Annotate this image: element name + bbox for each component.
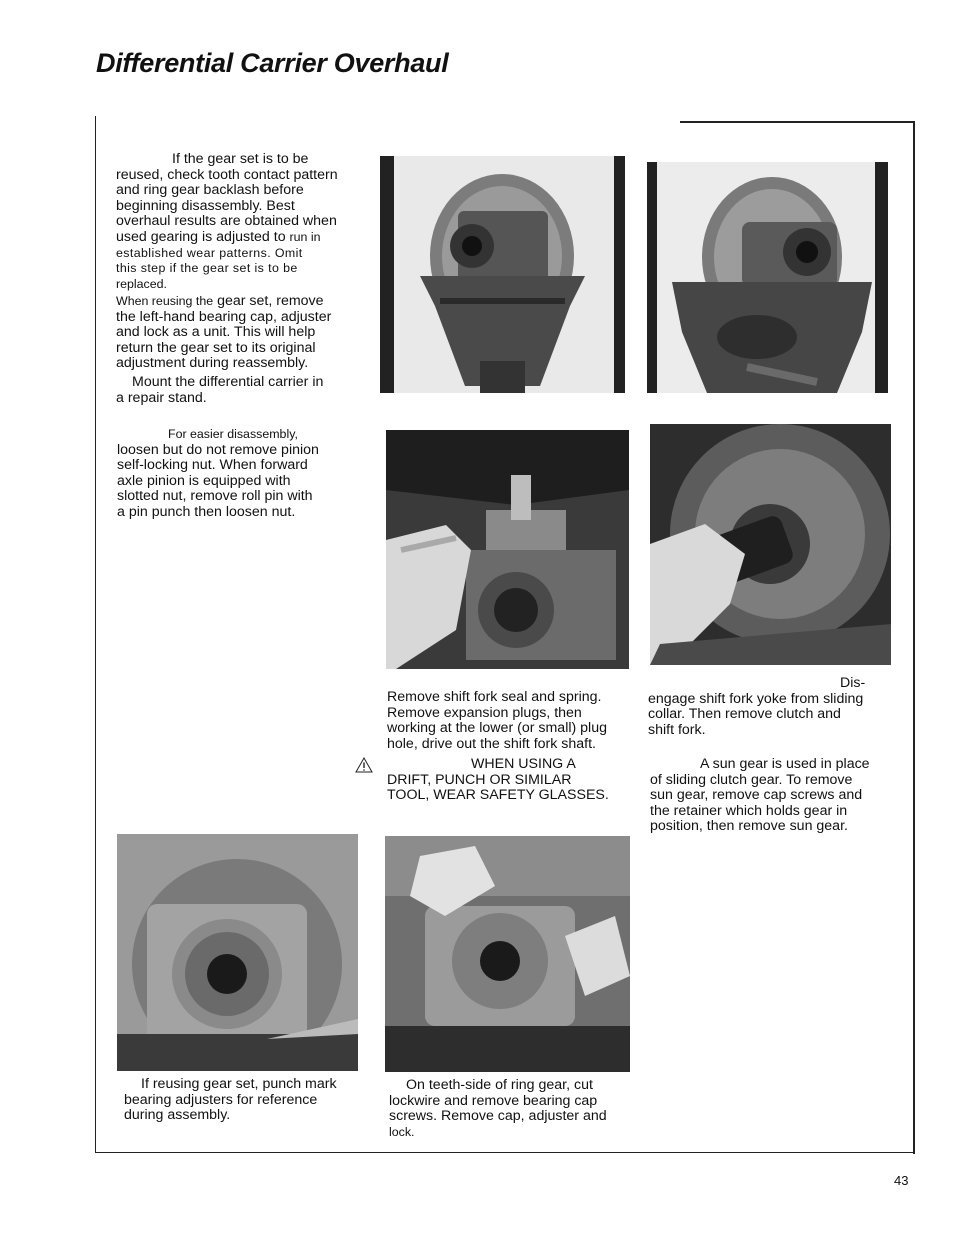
text-line: TOOL, WEAR SAFETY GLASSES. [387,787,609,804]
text-line: during assembly. [124,1107,231,1124]
photo-bearing-cap-removal [385,836,630,1072]
text-line: Mount the differential carrier in [132,374,324,390]
text-line: a repair stand. [116,389,207,406]
text-fragment: gear set, remove [217,293,324,309]
text-line: DRIFT, PUNCH OR SIMILAR [387,771,572,788]
text-line: engage shift fork yoke from sliding [648,690,864,707]
mount-text [116,375,371,406]
text-line: hole, drive out the shift fork shaft. [387,735,596,752]
text-line: slotted nut, remove roll pin with [117,488,313,505]
photo-shift-fork-removal [386,430,629,669]
page-number: 43 [894,1173,909,1188]
text-line: adjustment during reassembly. [116,355,309,372]
text-line: Remove expansion plugs, then [387,704,582,721]
text-line: screws. Remove cap, adjuster and [389,1108,607,1125]
text-line: lockwire and remove bearing cap [389,1092,598,1109]
text-line: and lock as a unit. This will help [116,324,316,341]
photo-clutch-removal [650,424,891,665]
text-line: Dis- [840,675,866,691]
text-line: a pin punch then loosen nut. [117,503,296,520]
disengage-text [648,676,898,738]
sun-gear-text [650,757,900,835]
text-line: lock. [389,1124,415,1139]
photo-bearing-cap-removal-graphic [385,836,630,1072]
text-line: A sun gear is used in place [700,756,870,772]
text-fragment: run in [289,229,321,244]
warning-text [387,757,637,804]
text-line: If reusing gear set, punch mark [141,1076,337,1092]
text-line: For easier disassembly, [168,427,298,441]
text-line: reused, check tooth contact pattern [116,166,338,183]
photo-carrier-ring-gear-rear-graphic [647,162,888,393]
text-line: this step if the gear set is to be [116,261,298,276]
text-line: overhaul results are obtained when [116,213,337,230]
text-line: bearing adjusters for reference [124,1091,318,1108]
frame-left-rule [95,116,96,1152]
text-line: the retainer which holds gear in [650,802,848,819]
text-line: Remove shift fork seal and spring. [387,689,602,705]
text-line: If the gear set is to be [172,151,309,167]
text-line: working at the lower (or small) plug [387,720,607,737]
text-line: self-locking nut. When forward [117,457,308,474]
frame-top-rule [680,121,914,123]
text-line: and ring gear backlash before [116,182,304,199]
photo-shift-fork-removal-graphic [386,430,629,669]
photo-carrier-ring-gear-front [380,156,625,393]
text-line: position, then remove sun gear. [650,818,848,835]
text-line: established wear patterns. Omit [116,245,303,260]
photo-clutch-removal-graphic [650,424,891,665]
photo-bearing-adjuster-punch-mark [117,834,358,1071]
page-title: Differential Carrier Overhaul [96,48,449,78]
text-line: WHEN USING A [471,756,576,772]
text-line: collar. Then remove clutch and [648,706,841,723]
frame-bottom-rule [95,1152,914,1153]
text-line [116,230,371,246]
pinion-nut-text [117,427,372,521]
photo-carrier-ring-gear-front-graphic [380,156,625,393]
text-line: On teeth-side of ring gear, cut [406,1077,593,1093]
reusing-text [116,294,371,372]
text-line: axle pinion is equipped with [117,472,291,489]
punch-mark-text [124,1077,369,1124]
text-line: sun gear, remove cap screws and [650,787,863,804]
text-line: loosen but do not remove pinion [117,441,319,458]
text-fragment: When reusing the [116,294,214,308]
lockwire-text [389,1078,639,1140]
text-fragment: used gearing is adjusted to [116,228,286,245]
text-line: replaced. [116,276,167,291]
text-line: the left-hand bearing cap, adjuster [116,308,332,325]
gear-set-intro-text [116,152,371,292]
photo-bearing-adjuster-punch-mark-graphic [117,834,358,1071]
text-line: beginning disassembly. Best [116,197,295,214]
warning-triangle-icon [355,757,373,773]
frame-right-rule [913,121,915,1154]
text-line: of sliding clutch gear. To remove [650,771,853,788]
photo-carrier-ring-gear-rear [647,162,888,393]
text-line [116,294,371,310]
shift-fork-text [387,690,637,752]
text-line: return the gear set to its original [116,339,316,356]
text-line: shift fork. [648,721,706,738]
